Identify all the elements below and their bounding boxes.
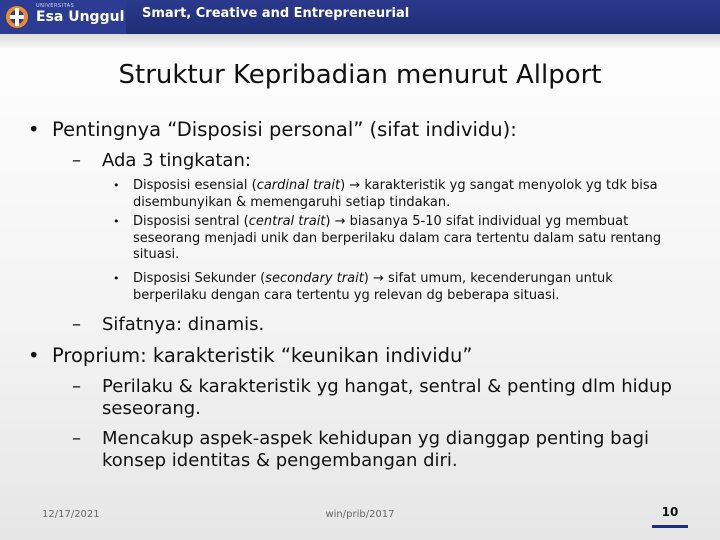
bullet-2-sub-2-text: Mencakup aspek-aspek kehidupan yg dianggap penting bagi konsep identitas & pengembangan diri. <box>102 428 650 471</box>
bullet-2-text: Proprium: karakteristik “keunikan individu” <box>52 344 473 367</box>
bullet-dot-icon: • <box>113 179 120 192</box>
bullet-1-sub-2-text: Sifatnya: dinamis. <box>102 314 265 335</box>
logo-small-text: UNIVERSITAS <box>36 3 75 9</box>
trait-description: sifat umum, kecenderungan untuk berperilaku dengan cara tertentu yg relevan dg beberapa situasi. <box>133 271 613 303</box>
trait-description: biasanya 5-10 sifat individual yg membuat seseorang menjadi unik dan berperilaku dalam cara tertentu dalam satu rentang situasi. <box>133 214 662 262</box>
trait-term: central trait <box>248 214 326 229</box>
trait-description: karakteristik yg sangat menyolok yg tdk bisa disembunyikan & memengaruhi setiap tindakan. <box>133 178 658 210</box>
arrow-right-icon: → <box>349 178 361 193</box>
trait-label: Disposisi Sekunder ( <box>133 271 266 286</box>
trait-label: Disposisi sentral ( <box>133 214 249 229</box>
trait-label-end: ) <box>363 271 374 286</box>
university-logo <box>0 0 126 34</box>
trait-term: cardinal trait <box>256 178 341 193</box>
bullet-2-sub-1-text: Perilaku & karakteristik yg hangat, sentral & penting dlm hidup seseorang. <box>102 376 672 419</box>
bullet-dot-icon: • <box>28 344 40 367</box>
trait-label-end: ) <box>340 178 350 193</box>
dash-icon: – <box>72 314 81 335</box>
bullet-dot-icon: • <box>28 118 40 141</box>
logo-emblem-icon <box>4 4 34 30</box>
dash-icon: – <box>72 376 81 397</box>
footer-center-text: win/prib/2017 <box>325 509 395 520</box>
dash-icon: – <box>72 150 81 171</box>
slide-title: Struktur Kepribadian menurut Allport <box>118 60 602 90</box>
bullet-1-sub-1-text: Ada 3 tingkatan: <box>102 150 251 171</box>
header-shadow <box>0 34 720 48</box>
dash-icon: – <box>72 428 81 449</box>
page-number: 10 <box>652 505 688 528</box>
trait-term: secondary trait <box>265 271 364 286</box>
bullet-dot-icon: • <box>113 215 120 228</box>
footer-date: 12/17/2021 <box>42 509 100 520</box>
logo-name: Esa Unggul <box>36 9 125 25</box>
header-banner <box>0 0 720 34</box>
trait-label: Disposisi esensial ( <box>133 178 257 193</box>
bullet-1-text: Pentingnya “Disposisi personal” (sifat individu): <box>52 118 517 141</box>
arrow-right-icon: → <box>373 271 384 286</box>
bullet-dot-icon: • <box>113 272 120 285</box>
trait-label-end: ) <box>325 214 335 229</box>
arrow-right-icon: → <box>334 214 346 229</box>
header-tagline: Smart, Creative and Entrepreneurial <box>142 6 410 21</box>
